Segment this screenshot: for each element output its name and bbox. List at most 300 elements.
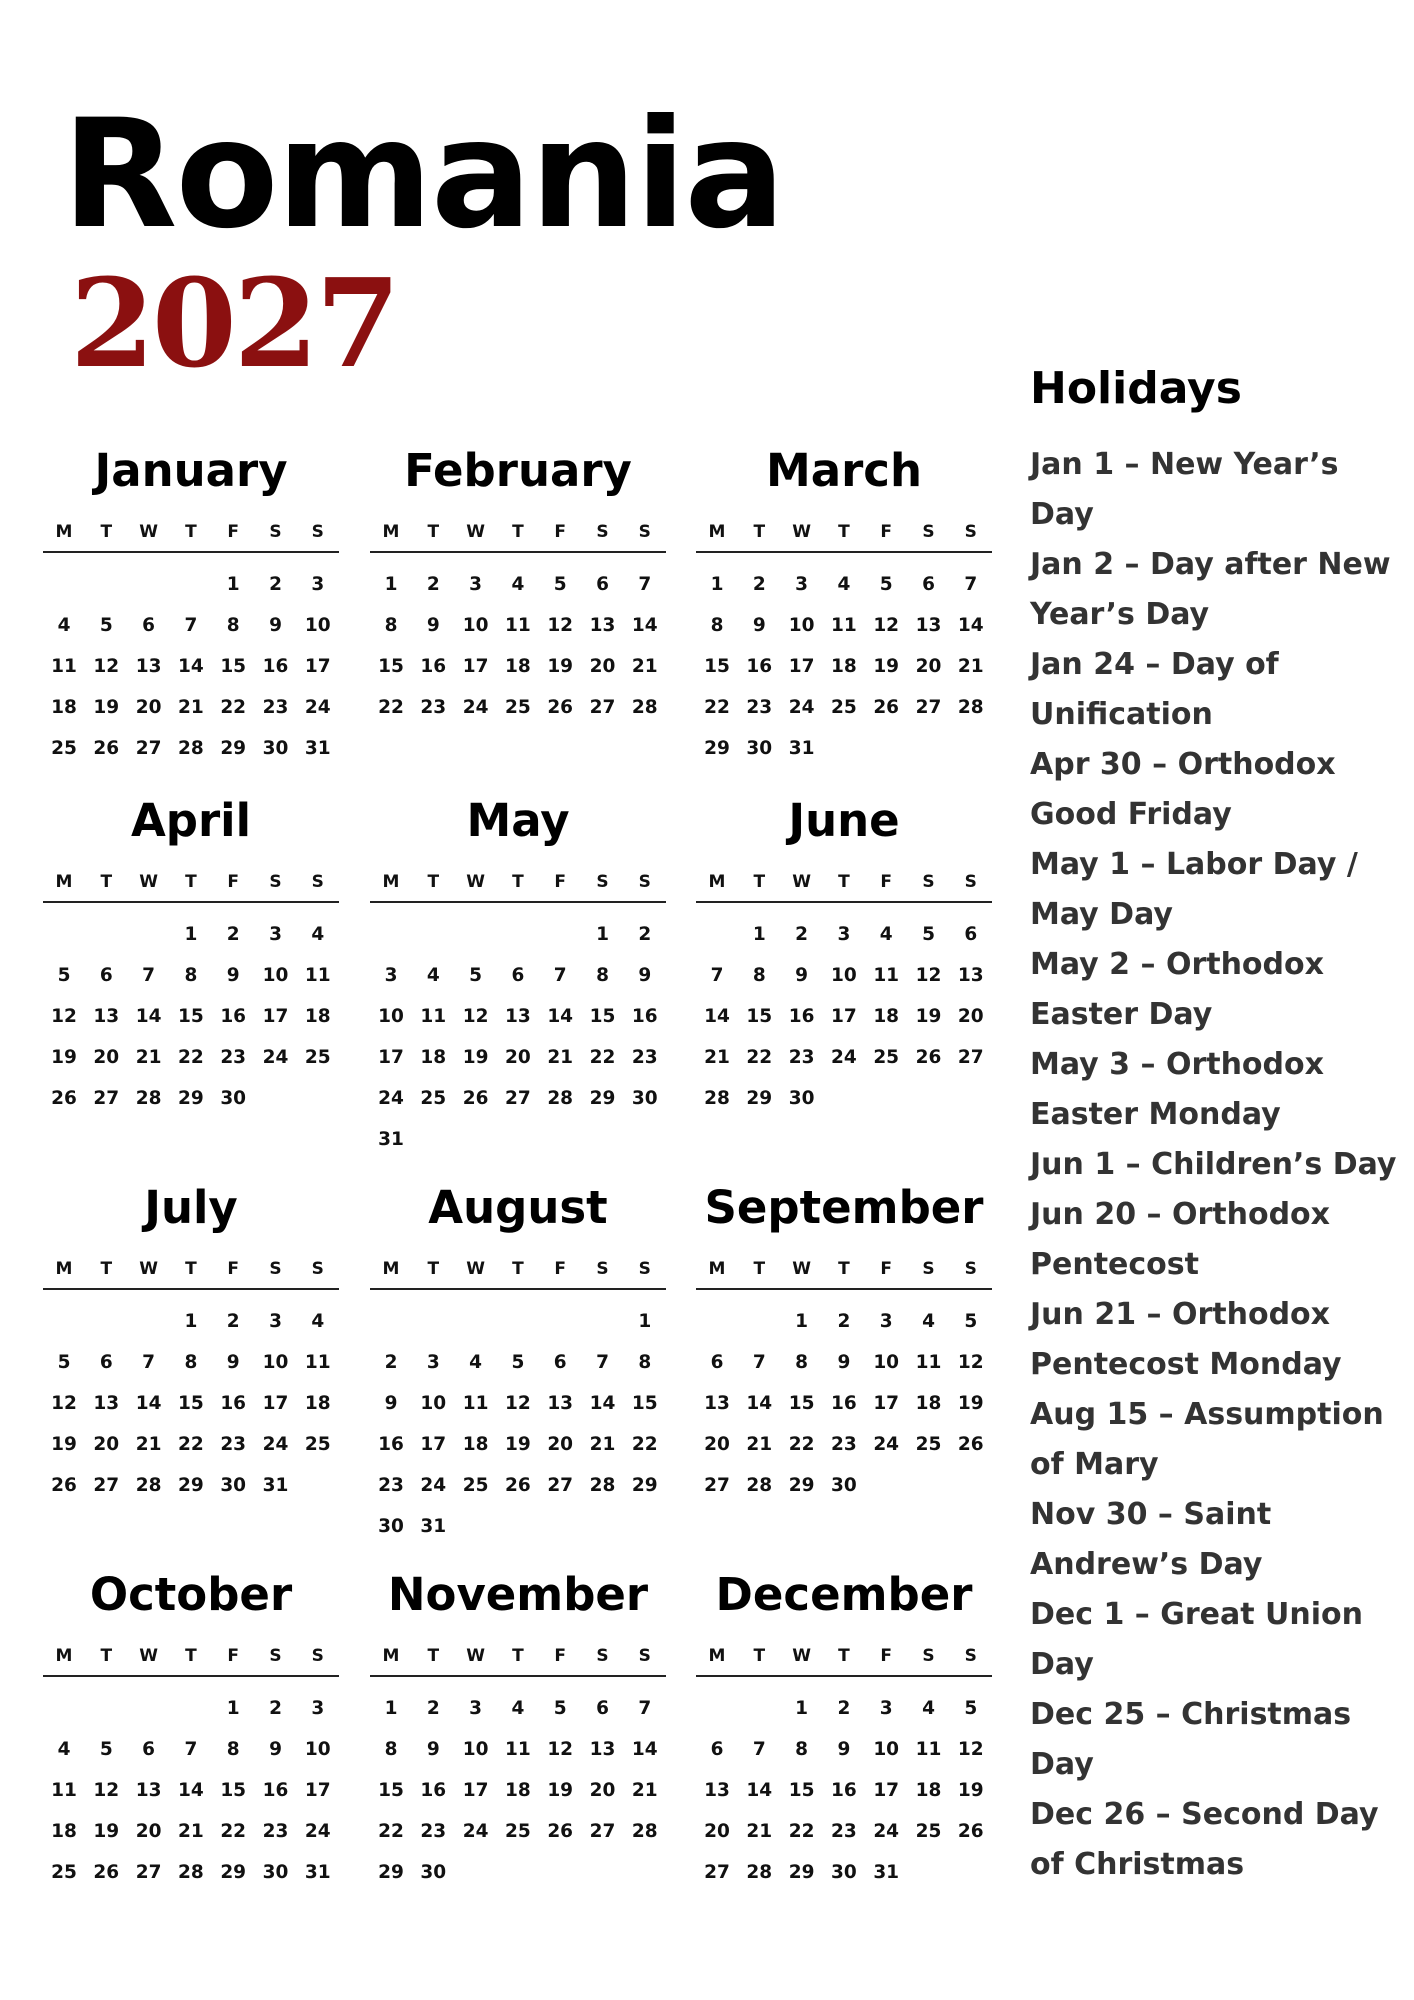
day-cell: 19 — [93, 1821, 120, 1842]
day-cell: 3 — [469, 574, 483, 595]
day-cell: 22 — [220, 1821, 247, 1842]
weekday-label: F — [880, 1259, 892, 1279]
day-cell: 22 — [788, 1434, 815, 1455]
day-cell: 22 — [746, 1047, 773, 1068]
month-name: April — [130, 794, 252, 847]
day-cell: 3 — [269, 924, 282, 945]
day-cell: 17 — [420, 1434, 447, 1455]
day-cell: 25 — [831, 697, 857, 718]
weekday-label: M — [382, 1259, 400, 1279]
day-cell: 1 — [596, 924, 609, 945]
day-cell: 9 — [384, 1393, 398, 1414]
month-name: August — [428, 1181, 608, 1234]
day-cell: 13 — [589, 615, 616, 636]
day-cell: 7 — [638, 574, 652, 595]
day-cell: 12 — [547, 615, 574, 636]
day-cell: 7 — [596, 1352, 609, 1373]
day-cell: 18 — [873, 1006, 900, 1027]
day-cell: 14 — [631, 615, 658, 636]
day-cell: 1 — [752, 924, 766, 945]
weekday-label: F — [554, 522, 566, 542]
day-cell: 26 — [51, 1088, 77, 1109]
weekday-header-row — [43, 1258, 339, 1280]
weekday-label: S — [311, 1259, 324, 1279]
day-cell: 3 — [426, 1352, 440, 1373]
day-cell: 2 — [638, 924, 652, 945]
weekday-label: M — [708, 522, 726, 542]
day-cell: 1 — [384, 1698, 398, 1719]
day-cell: 12 — [51, 1393, 77, 1414]
day-cell: 7 — [964, 574, 978, 595]
weekday-label: S — [638, 522, 651, 542]
weekday-label: T — [100, 1646, 113, 1666]
day-cell: 23 — [788, 1047, 815, 1068]
weekday-label: F — [227, 1646, 239, 1666]
weekday-label: W — [466, 522, 485, 542]
day-cell: 14 — [746, 1393, 773, 1414]
day-cell: 13 — [957, 965, 984, 986]
day-cell: 16 — [746, 656, 773, 677]
day-cell: 18 — [304, 1006, 331, 1027]
day-cell: 17 — [462, 1780, 489, 1801]
day-cell: 8 — [795, 1352, 809, 1373]
day-cell: 29 — [220, 738, 247, 759]
day-cell: 12 — [957, 1352, 984, 1373]
day-cell: 30 — [831, 1862, 857, 1883]
weekday-label: T — [427, 1259, 440, 1279]
day-cell: 12 — [505, 1393, 531, 1414]
day-cell: 28 — [746, 1475, 773, 1496]
weekday-label: M — [708, 1259, 726, 1279]
day-cell: 2 — [269, 574, 282, 595]
day-cell: 2 — [269, 1698, 282, 1719]
weekday-label: W — [139, 1259, 158, 1279]
weekday-label: M — [55, 1646, 73, 1666]
day-cell: 18 — [462, 1434, 489, 1455]
day-cell: 6 — [922, 574, 935, 595]
weekday-label: F — [554, 872, 566, 892]
day-cell: 14 — [704, 1006, 730, 1027]
day-cell: 18 — [420, 1047, 447, 1068]
month-name: November — [387, 1568, 649, 1621]
day-cell: 18 — [304, 1393, 331, 1414]
day-cell: 2 — [837, 1311, 851, 1332]
day-cell: 11 — [51, 656, 77, 677]
day-cell: 4 — [922, 1698, 935, 1719]
day-cell: 24 — [420, 1475, 447, 1496]
day-cell: 17 — [378, 1047, 404, 1068]
weekday-header-row — [370, 871, 666, 893]
month-name: December — [715, 1568, 973, 1621]
weekday-header-row — [43, 1645, 339, 1667]
day-cell: 24 — [304, 1821, 331, 1842]
weekday-label: F — [880, 872, 892, 892]
weekday-header-row — [370, 1258, 666, 1280]
day-cell: 18 — [51, 697, 77, 718]
day-cell: 29 — [220, 1862, 247, 1883]
day-cell: 19 — [957, 1393, 984, 1414]
day-cell: 28 — [178, 1862, 204, 1883]
day-cell: 21 — [178, 697, 204, 718]
day-cell: 5 — [553, 574, 567, 595]
day-cell: 6 — [964, 924, 978, 945]
day-cell: 18 — [51, 1821, 77, 1842]
day-cell: 14 — [178, 1780, 204, 1801]
day-cell: 26 — [93, 1862, 120, 1883]
weekday-label: W — [466, 872, 485, 892]
day-cell: 2 — [226, 924, 240, 945]
day-cell: 29 — [178, 1088, 204, 1109]
day-cell: 9 — [837, 1739, 851, 1760]
day-cell: 20 — [957, 1006, 984, 1027]
weekday-label: S — [922, 522, 935, 542]
holiday-item: Dec 1 – Great Union Day — [1030, 1597, 1364, 1682]
day-cell: 27 — [505, 1088, 531, 1109]
day-cell: 2 — [384, 1352, 398, 1373]
weekday-label: W — [792, 1646, 811, 1666]
day-cell: 13 — [135, 656, 162, 677]
day-cell: 6 — [596, 1698, 609, 1719]
day-cell: 11 — [831, 615, 857, 636]
month-name: May — [466, 794, 570, 847]
day-cell: 26 — [51, 1475, 77, 1496]
day-cell: 4 — [469, 1352, 483, 1373]
day-cell: 31 — [378, 1129, 404, 1150]
day-cell: 9 — [795, 965, 809, 986]
day-cell: 19 — [547, 656, 574, 677]
header-divider — [43, 901, 339, 903]
header-divider — [370, 551, 666, 553]
day-cell: 20 — [704, 1434, 730, 1455]
day-cell: 25 — [304, 1047, 331, 1068]
day-cell: 14 — [589, 1393, 616, 1414]
day-cell: 2 — [426, 1698, 440, 1719]
weekday-label: F — [227, 1259, 239, 1279]
day-cell: 18 — [831, 656, 857, 677]
day-cell: 6 — [99, 965, 113, 986]
day-cell: 26 — [873, 697, 900, 718]
day-cell: 28 — [135, 1088, 162, 1109]
day-cell: 23 — [262, 1821, 289, 1842]
day-cell: 28 — [589, 1475, 616, 1496]
day-cell: 30 — [746, 738, 773, 759]
month-name: March — [765, 444, 923, 497]
day-cell: 20 — [589, 1780, 616, 1801]
day-cell: 21 — [589, 1434, 616, 1455]
day-cell: 15 — [746, 1006, 773, 1027]
day-cell: 7 — [184, 615, 198, 636]
day-cell: 3 — [795, 574, 809, 595]
day-cell: 21 — [704, 1047, 730, 1068]
day-cell: 28 — [631, 1821, 658, 1842]
day-cell: 1 — [795, 1698, 809, 1719]
weekday-label: T — [427, 1646, 440, 1666]
day-cell: 10 — [262, 1352, 289, 1373]
day-cell: 1 — [638, 1311, 652, 1332]
day-cell: 8 — [226, 1739, 240, 1760]
day-cell: 7 — [142, 965, 156, 986]
day-cell: 30 — [220, 1475, 247, 1496]
day-cell: 27 — [704, 1862, 730, 1883]
day-cell: 1 — [184, 1311, 198, 1332]
holiday-item: Jun 21 – Orthodox Pentecost Monday — [1030, 1297, 1342, 1382]
weekday-label: T — [838, 522, 850, 542]
day-cell: 5 — [511, 1352, 525, 1373]
day-cell: 26 — [462, 1088, 489, 1109]
day-cell: 7 — [638, 1698, 652, 1719]
day-cell: 2 — [837, 1698, 851, 1719]
weekday-label: W — [792, 522, 811, 542]
weekday-header-row — [43, 871, 339, 893]
day-cell: 12 — [93, 656, 120, 677]
day-cell: 16 — [262, 656, 289, 677]
day-cell: 23 — [831, 1434, 857, 1455]
weekday-label: T — [753, 1646, 766, 1666]
day-cell: 11 — [462, 1393, 489, 1414]
holiday-item: Jan 1 – New Year’s Day — [1030, 447, 1339, 532]
day-cell: 10 — [788, 615, 815, 636]
day-cell: 11 — [505, 1739, 531, 1760]
day-cell: 19 — [505, 1434, 531, 1455]
day-cell: 17 — [262, 1006, 289, 1027]
holiday-item: Aug 15 – Assumption of Mary — [1030, 1397, 1384, 1482]
day-cell: 21 — [746, 1434, 773, 1455]
day-cell: 21 — [957, 656, 984, 677]
day-cell: 10 — [262, 965, 289, 986]
day-cell: 24 — [262, 1434, 289, 1455]
day-cell: 13 — [704, 1780, 730, 1801]
day-cell: 26 — [93, 738, 120, 759]
day-cell: 7 — [184, 1739, 198, 1760]
day-cell: 20 — [135, 697, 162, 718]
day-cell: 10 — [304, 1739, 331, 1760]
day-cell: 28 — [957, 697, 984, 718]
holiday-item: Dec 25 – Christmas Day — [1030, 1697, 1352, 1782]
day-cell: 31 — [873, 1862, 900, 1883]
day-cell: 4 — [311, 924, 325, 945]
day-cell: 12 — [93, 1780, 120, 1801]
day-cell: 11 — [505, 615, 531, 636]
day-cell: 27 — [93, 1475, 120, 1496]
day-cell: 25 — [505, 697, 531, 718]
day-cell: 28 — [631, 697, 658, 718]
weekday-label: T — [512, 872, 524, 892]
weekday-header-row — [370, 521, 666, 543]
day-cell: 19 — [93, 697, 120, 718]
day-cell: 25 — [304, 1434, 331, 1455]
day-cell: 12 — [957, 1739, 984, 1760]
page-title: Romania — [62, 88, 784, 262]
day-cell: 19 — [873, 656, 900, 677]
day-cell: 22 — [589, 1047, 616, 1068]
day-cell: 7 — [142, 1352, 156, 1373]
month-name: September — [704, 1181, 984, 1234]
day-cell: 31 — [420, 1516, 447, 1537]
weekday-label: T — [753, 1259, 766, 1279]
header-divider — [370, 901, 666, 903]
day-cell: 11 — [304, 1352, 331, 1373]
day-cell: 29 — [704, 738, 730, 759]
day-cell: 20 — [135, 1821, 162, 1842]
header-divider — [43, 1288, 339, 1290]
day-cell: 22 — [220, 697, 247, 718]
day-cell: 8 — [184, 965, 198, 986]
day-cell: 22 — [378, 697, 404, 718]
day-cell: 15 — [178, 1006, 204, 1027]
weekday-label: S — [269, 1259, 282, 1279]
weekday-label: S — [964, 872, 977, 892]
day-cell: 31 — [262, 1475, 289, 1496]
day-cell: 15 — [788, 1780, 815, 1801]
day-cell: 23 — [220, 1434, 247, 1455]
day-cell: 10 — [378, 1006, 404, 1027]
day-cell: 25 — [51, 738, 77, 759]
day-cell: 10 — [873, 1352, 900, 1373]
day-cell: 12 — [547, 1739, 574, 1760]
weekday-header-row — [696, 871, 992, 893]
day-cell: 4 — [511, 1698, 525, 1719]
day-cell: 13 — [135, 1780, 162, 1801]
day-cell: 3 — [469, 1698, 483, 1719]
weekday-header-row — [696, 1645, 992, 1667]
day-cell: 4 — [511, 574, 525, 595]
holiday-item: Jun 1 – Children’s Day — [1030, 1147, 1397, 1182]
day-cell: 7 — [710, 965, 724, 986]
day-cell: 23 — [420, 697, 447, 718]
day-cell: 27 — [135, 1862, 162, 1883]
day-cell: 14 — [135, 1393, 162, 1414]
day-cell: 13 — [589, 1739, 616, 1760]
day-cell: 30 — [631, 1088, 658, 1109]
day-cell: 21 — [547, 1047, 574, 1068]
day-cell: 1 — [184, 924, 198, 945]
day-cell: 19 — [915, 1006, 942, 1027]
day-cell: 28 — [547, 1088, 574, 1109]
weekday-label: M — [382, 522, 400, 542]
day-cell: 22 — [788, 1821, 815, 1842]
day-cell: 8 — [596, 965, 609, 986]
day-cell: 16 — [262, 1780, 289, 1801]
day-cell: 27 — [547, 1475, 574, 1496]
day-cell: 7 — [752, 1352, 766, 1373]
day-cell: 2 — [426, 574, 440, 595]
holiday-list — [1030, 440, 1400, 1890]
day-cell: 15 — [378, 656, 404, 677]
day-cell: 29 — [178, 1475, 204, 1496]
day-cell: 9 — [269, 1739, 282, 1760]
day-cell: 30 — [788, 1088, 815, 1109]
weekday-label: S — [964, 1259, 977, 1279]
day-cell: 1 — [795, 1311, 809, 1332]
day-cell: 26 — [957, 1434, 984, 1455]
weekday-label: T — [185, 1646, 197, 1666]
day-cell: 20 — [589, 656, 616, 677]
weekday-header-row — [370, 1645, 666, 1667]
weekday-label: F — [227, 522, 239, 542]
day-cell: 28 — [178, 738, 204, 759]
day-cell: 29 — [631, 1475, 658, 1496]
day-cell: 18 — [505, 656, 531, 677]
day-cell: 9 — [226, 1352, 240, 1373]
day-cell: 4 — [57, 615, 71, 636]
weekday-header-row — [696, 521, 992, 543]
day-cell: 15 — [220, 1780, 247, 1801]
day-cell: 23 — [631, 1047, 658, 1068]
day-cell: 27 — [589, 697, 616, 718]
day-cell: 23 — [746, 697, 773, 718]
weekday-label: T — [427, 872, 440, 892]
holiday-item: Apr 30 – Orthodox Good Friday — [1030, 747, 1336, 832]
day-cell: 17 — [262, 1393, 289, 1414]
day-cell: 15 — [589, 1006, 616, 1027]
day-cell: 8 — [384, 615, 398, 636]
day-cell: 1 — [226, 574, 240, 595]
day-cell: 12 — [462, 1006, 489, 1027]
day-cell: 20 — [704, 1821, 730, 1842]
day-cell: 6 — [710, 1352, 724, 1373]
day-cell: 30 — [831, 1475, 857, 1496]
day-cell: 30 — [262, 1862, 289, 1883]
weekday-label: W — [792, 1259, 811, 1279]
day-cell: 18 — [915, 1780, 942, 1801]
day-cell: 13 — [93, 1393, 120, 1414]
day-cell: 10 — [304, 615, 331, 636]
day-cell: 8 — [710, 615, 724, 636]
day-cell: 11 — [420, 1006, 447, 1027]
day-cell: 5 — [964, 1698, 978, 1719]
weekday-label: S — [596, 872, 609, 892]
day-cell: 8 — [384, 1739, 398, 1760]
weekday-label: T — [753, 522, 766, 542]
weekday-label: S — [596, 1646, 609, 1666]
day-cell: 14 — [135, 1006, 162, 1027]
day-cell: 15 — [220, 656, 247, 677]
day-cell: 19 — [547, 1780, 574, 1801]
weekday-label: S — [269, 522, 282, 542]
day-cell: 28 — [135, 1475, 162, 1496]
day-cell: 5 — [964, 1311, 978, 1332]
weekday-label: M — [55, 1259, 73, 1279]
weekday-label: T — [838, 1259, 850, 1279]
year-title: 2027 — [70, 251, 398, 395]
day-cell: 4 — [311, 1311, 325, 1332]
day-cell: 3 — [879, 1311, 893, 1332]
day-cell: 5 — [99, 615, 113, 636]
day-cell: 23 — [831, 1821, 857, 1842]
day-cell: 10 — [831, 965, 857, 986]
day-cell: 20 — [505, 1047, 531, 1068]
day-cell: 27 — [915, 697, 942, 718]
day-cell: 16 — [378, 1434, 404, 1455]
day-cell: 20 — [93, 1047, 120, 1068]
day-cell: 16 — [788, 1006, 815, 1027]
day-cell: 3 — [311, 574, 325, 595]
weekday-label: T — [185, 522, 197, 542]
weekday-header-row — [696, 1258, 992, 1280]
day-cell: 23 — [378, 1475, 404, 1496]
weekday-label: T — [185, 1259, 197, 1279]
day-cell: 29 — [378, 1862, 404, 1883]
weekday-label: M — [382, 1646, 400, 1666]
holiday-item: Jan 24 – Day of Unification — [1030, 647, 1279, 732]
day-cell: 11 — [51, 1780, 77, 1801]
day-cell: 5 — [879, 574, 893, 595]
day-cell: 17 — [788, 656, 815, 677]
day-cell: 18 — [915, 1393, 942, 1414]
day-cell: 9 — [837, 1352, 851, 1373]
day-cell: 3 — [311, 1698, 325, 1719]
day-cell: 22 — [704, 697, 730, 718]
